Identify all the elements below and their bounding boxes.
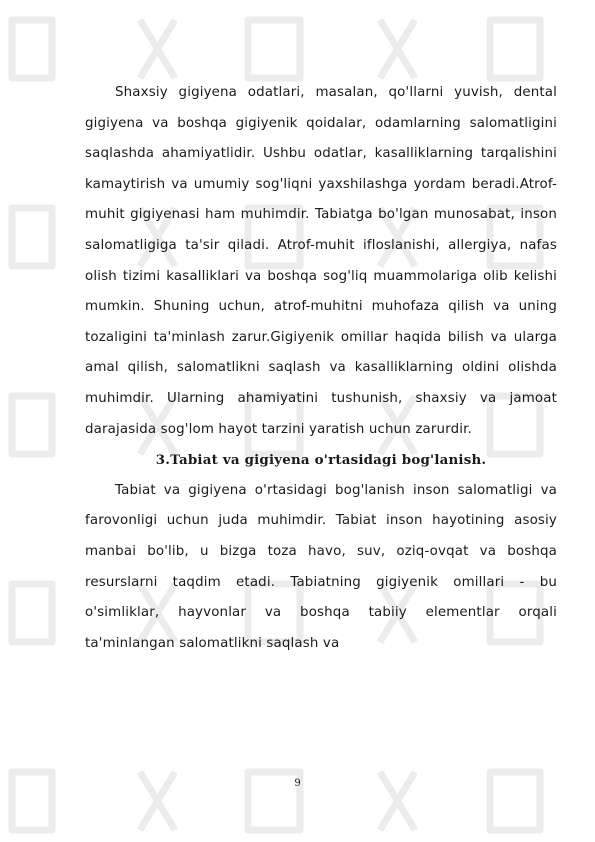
watermark-logo-icon: [12, 20, 540, 78]
body-paragraph-1: Shaxsiy gigiyena odatlari, masalan, qo'llarni yuvish, dental gigiyena va boshqa gigiyenik qoidalar, odamlarning salomatligini saqlashda ahamiyatlidir. Ushbu odatlar, kasalliklarning tarqalishini kamaytirish va umumiy sog'liqni yaxshilashga yordam beradi.Atrof-muhit gigiyenasi ham muhimdir. Tabiatga bo'lgan munosabat, inson salomatligiga ta'sir qiladi. Atrof-muhit ifloslanishi, allergiya, nafas olish tizimi kasalliklari va boshqa sog'liq muammolariga olib kelishi mumkin. Shuning uchun, atrof-muhitni muhofaza qilish va uning tozaligini ta'minlash zarur.Gigiyenik omillar haqida bilish va ularga amal qilish, salomatlikni saqlash va kasalliklarning oldini olishda muhimdir. Ularning ahamiyatini tushunish, shaxsiy va jamoat darajasida sog'lom hayot tarzini yaratish uchun zarurdir.: [85, 85, 557, 437]
document-body: [85, 78, 557, 659]
body-paragraph-2: Tabiat va gigiyena o'rtasidagi bog'lanish inson salomatligi va farovonligi uchun juda muhimdir. Tabiat inson hayotining asosiy manbai bo'lib, u bizga toza havo, suv, oziq-ovqat va boshqa resurslarni taqdim etadi. Tabiatning gigiyenik omillari - bu o'simliklar, hayvonlar va boshqa tabiiy elementlar orqali ta'minlangan salomatlikni saqlash va: [85, 482, 557, 651]
page-number: 9: [294, 778, 301, 789]
section-heading: 3.Tabiat va gigiyena o'rtasidagi bog'lanish.: [155, 452, 487, 469]
